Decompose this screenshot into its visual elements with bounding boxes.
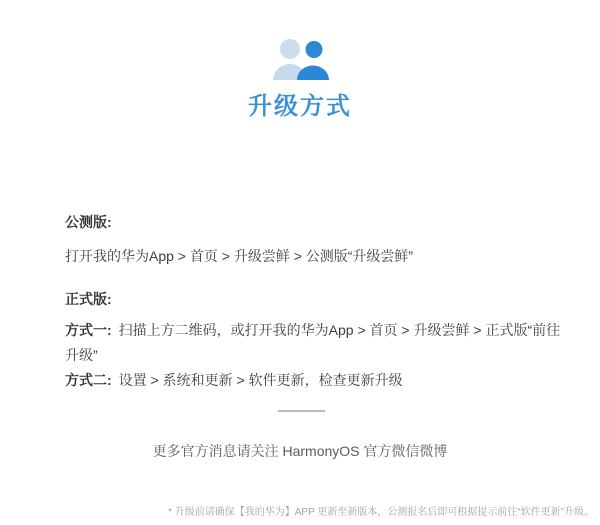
beta-upgrade-path: 打开我的华为App > 首页 > 升级尝鲜 > 公测版“升级尝鲜” [65, 248, 414, 264]
method-2-text: 设置 > 系统和更新 > 软件更新，检查更新升级 [118, 372, 403, 388]
method-1-label: 方式一: [65, 322, 112, 338]
social-follow-note: 更多官方消息请关注 HarmonyOS 官方微信微博 [152, 443, 448, 459]
official-method-1 [65, 318, 570, 368]
method-2-label: 方式二: [65, 372, 112, 388]
upgrade-footnote: * 升级前请确保【我的华为】APP 更新至新版本，公测报名后即可根据提示前往“软件更新”升级。 [168, 507, 594, 518]
instructions [65, 212, 570, 393]
official-section-label: 正式版: [65, 291, 112, 307]
two-users-icon [271, 38, 329, 80]
beta-section-label: 公测版: [65, 214, 112, 230]
method-1-text: 扫描上方二维码，或打开我的华为App > 首页 > 升级尝鲜 > 正式版“前往升级” [65, 322, 561, 363]
page-title: 升级方式 [248, 93, 352, 120]
section-divider [278, 410, 325, 412]
official-method-2 [65, 368, 570, 393]
header-icon-wrap [0, 36, 600, 80]
